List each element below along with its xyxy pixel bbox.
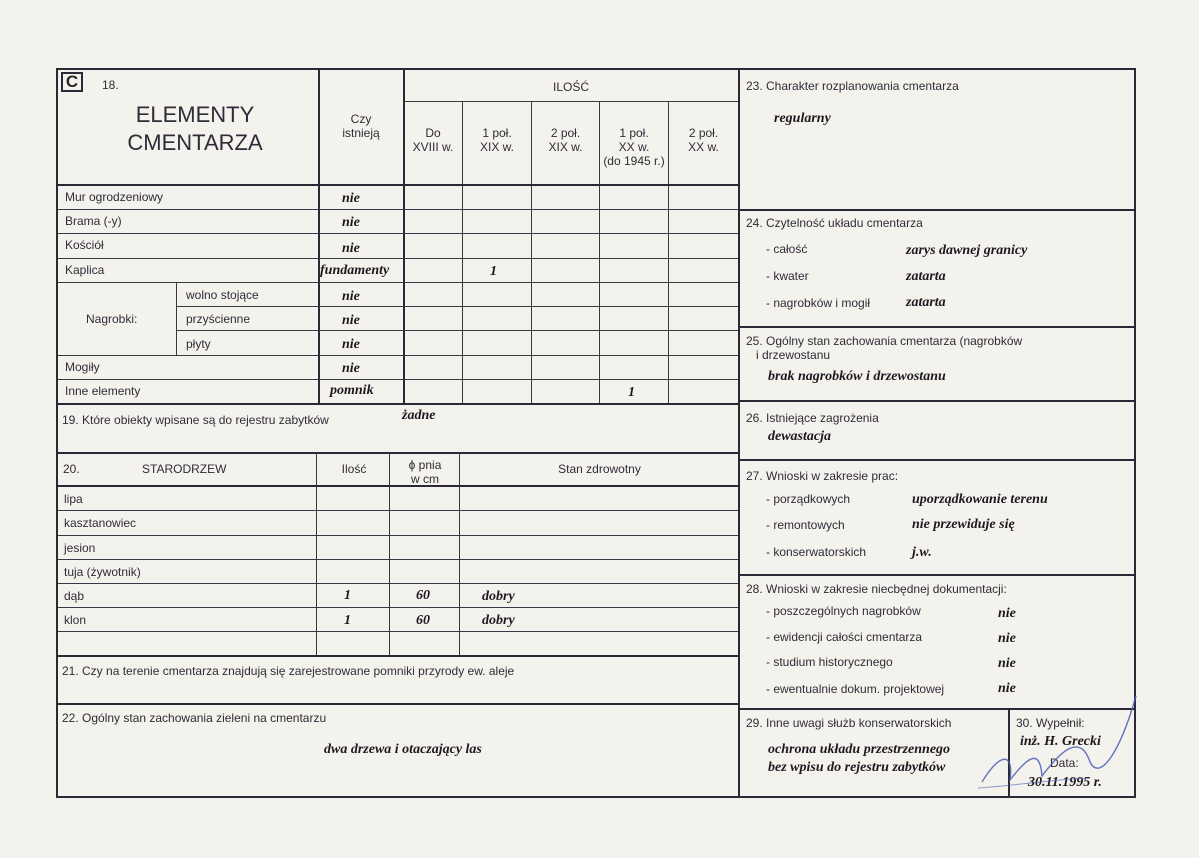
czy-header-line2: istnieją [342, 126, 380, 140]
s20-number: 20. [63, 462, 80, 476]
s30-date-label: Data: [1050, 756, 1079, 770]
row-count-inne: 1 [628, 385, 635, 400]
tree-kasztanowiec: kasztanowiec [64, 516, 137, 530]
s24-label: 24. Czytelność układu cmentarza [746, 216, 923, 230]
s26-label: 26. Istniejące zagrożenia [746, 411, 879, 425]
s29-label: 29. Inne uwagi służb konserwatorskich [746, 716, 952, 730]
col-1pol-xix-1: 1 poł. [482, 126, 512, 140]
s28-item-studium: - studium historycznego [766, 655, 893, 669]
s23-value: regularny [774, 111, 831, 126]
s27-value-porzadkowych: uporządkowanie terenu [912, 492, 1048, 507]
s20-title: STARODRZEW [142, 462, 227, 476]
s20-ilosc: Ilość [341, 462, 367, 476]
row-label-mogily: Mogiły [65, 360, 100, 374]
s22-value: dwa drzewa i otaczający las [324, 742, 482, 757]
s30-date: 30.11.1995 r. [1028, 775, 1102, 790]
row-label-mur: Mur ogrodzeniowy [65, 190, 164, 204]
row-label-inne: Inne elementy [65, 384, 141, 398]
s28-item-ewidencji: - ewidencji całości cmentarza [766, 630, 923, 644]
s29-value-line1: ochrona układu przestrzennego [768, 742, 951, 757]
s27-item-remontowych: - remontowych [766, 518, 845, 532]
tree-klon-stan: dobry [482, 613, 515, 628]
s30-name: inż. H. Grecki [1020, 734, 1101, 749]
tree-dab: dąb [64, 589, 85, 603]
s29-value-line2: bez wpisu do rejestru zabytków [768, 760, 946, 775]
row-label-plyty: płyty [186, 337, 211, 351]
col-1pol-xx-2: XX w. [618, 140, 650, 154]
col-2pol-xix-2: XIX w. [548, 140, 583, 154]
s25-label-line1: 25. Ogólny stan zachowania cmentarza (nagrobków [746, 334, 1023, 348]
col-do-xviii-1: Do [425, 126, 441, 140]
row-value-inne: pomnik [330, 383, 374, 398]
s24-value-calosc: zarys dawnej granicy [906, 243, 1028, 258]
row-count-kaplica: 1 [490, 264, 497, 279]
s25-label-line2: i drzewostanu [756, 348, 831, 362]
col-1pol-xx-3: (do 1945 r.) [603, 154, 665, 168]
s28-value-poszczegolnych: nie [998, 606, 1016, 621]
left-panel [56, 68, 740, 798]
section-letter: C [61, 72, 83, 92]
s27-label: 27. Wnioski w zakresie prac: [746, 469, 899, 483]
s24-item-kwater: - kwater [766, 269, 809, 283]
row-value-mogily: nie [342, 361, 360, 376]
col-2pol-xix-1: 2 poł. [550, 126, 581, 140]
s18-title-line2: CMENTARZA [127, 130, 263, 155]
s27-item-konserwatorskich: - konserwatorskich [766, 545, 867, 559]
s25-value: brak nagrobków i drzewostanu [768, 369, 946, 384]
tree-klon-fi: 60 [416, 613, 430, 628]
s28-item-ewentualnie: - ewentualnie dokum. projektowej [766, 682, 945, 696]
ilosc-header: ILOŚĆ [552, 80, 589, 94]
s27-value-remontowych: nie przewiduje się [912, 517, 1015, 532]
row-value-brama: nie [342, 215, 360, 230]
row-label-przyscienne: przyścienne [186, 312, 251, 326]
s20-fi-line1: ϕ pnia [408, 458, 442, 472]
s22-label: 22. Ogólny stan zachowania zieleni na cmentarzu [62, 711, 327, 725]
s26-value: dewastacja [768, 429, 831, 444]
row-label-brama: Brama (-y) [65, 214, 122, 228]
signature-stroke [970, 692, 1140, 796]
tree-dab-count: 1 [344, 588, 351, 603]
s19-value: żadne [402, 408, 436, 423]
s30-label: 30. Wypełnił: [1016, 716, 1085, 730]
s21-label: 21. Czy na terenie cmentarza znajdują się zarejestrowane pomniki przyrody ew. aleje [62, 664, 515, 678]
s20-stan: Stan zdrowotny [558, 462, 641, 476]
s28-label: 28. Wnioski w zakresie niecbędnej dokumentacji: [746, 582, 1007, 596]
col-2pol-xx-2: XX w. [688, 140, 719, 154]
s23-label: 23. Charakter rozplanowania cmentarza [746, 79, 959, 93]
s28-value-ewentualnie: nie [998, 681, 1016, 696]
nagrobki-label: Nagrobki: [86, 312, 138, 326]
s28-value-studium: nie [998, 656, 1016, 671]
s28-item-poszczegolnych: - poszczególnych nagrobków [766, 604, 921, 618]
tree-lipa: lipa [64, 492, 83, 506]
tree-klon: klon [64, 613, 87, 627]
row-value-kaplica: fundamenty [320, 263, 390, 278]
row-label-kosciol: Kościół [65, 238, 104, 252]
s20-fi-line2: w cm [411, 472, 439, 486]
row-label-wolno: wolno stojące [186, 288, 259, 302]
row-label-kaplica: Kaplica [65, 263, 105, 277]
col-1pol-xx-1: 1 poł. [619, 126, 649, 140]
s24-value-nagrobkow: zatarta [906, 295, 946, 310]
tree-tuja: tuja (żywotnik) [64, 565, 141, 579]
s28-value-ewidencji: nie [998, 631, 1016, 646]
row-value-kosciol: nie [342, 241, 360, 256]
tree-dab-stan: dobry [482, 589, 515, 604]
s24-item-calosc: - całość [766, 242, 808, 256]
s24-item-nagrobkow: - nagrobków i mogił [766, 296, 871, 310]
row-value-przyscienne: nie [342, 313, 360, 328]
tree-dab-fi: 60 [416, 588, 430, 603]
col-2pol-xx-1: 2 poł. [688, 126, 719, 140]
s19-label: 19. Które obiekty wpisane są do rejestru zabytków [62, 413, 329, 427]
row-value-mur: nie [342, 191, 360, 206]
s27-value-konserwatorskich: j.w. [912, 545, 932, 560]
tree-jesion: jesion [64, 541, 96, 555]
s18-number: 18. [102, 78, 119, 92]
s24-value-kwater: zatarta [906, 269, 946, 284]
s18-title-line1: ELEMENTY [135, 102, 255, 127]
col-do-xviii-2: XVIII w. [412, 140, 454, 154]
tree-klon-count: 1 [344, 613, 351, 628]
s27-item-porzadkowych: - porządkowych [766, 492, 851, 506]
col-1pol-xix-2: XIX w. [479, 140, 514, 154]
row-value-wolno: nie [342, 289, 360, 304]
row-value-plyty: nie [342, 337, 360, 352]
czy-header-line1: Czy [350, 112, 372, 126]
